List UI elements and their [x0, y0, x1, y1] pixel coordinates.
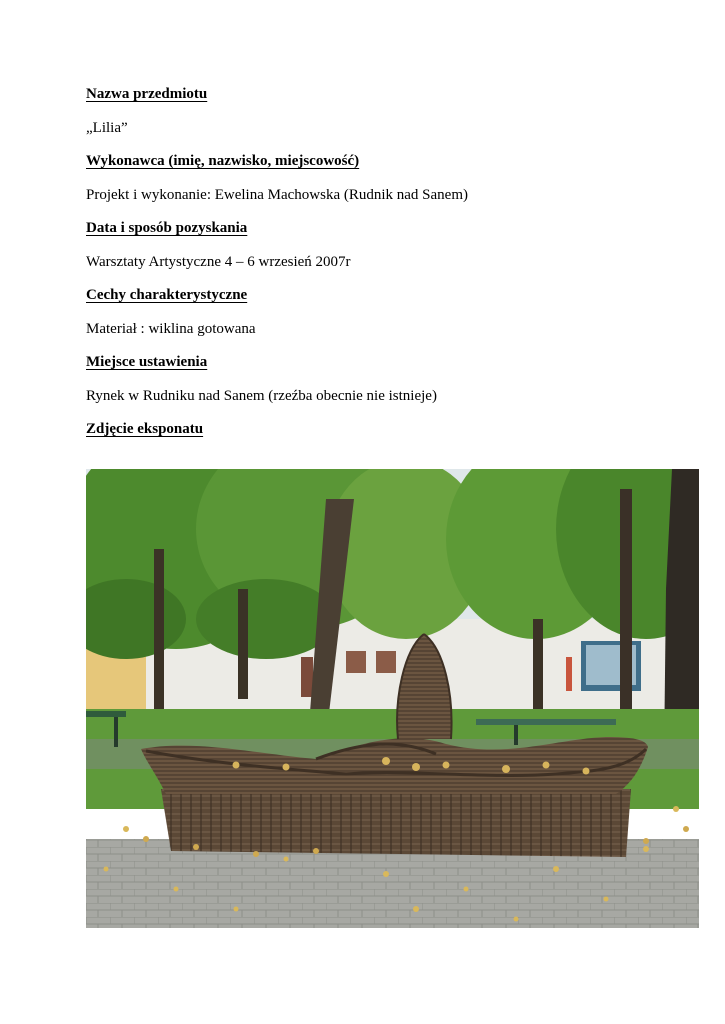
heading-location: Miejsce ustawienia	[86, 354, 208, 370]
value-acquisition: Warsztaty Artystyczne 4 – 6 wrzesień 2007r	[86, 254, 351, 270]
heading-item-name: Nazwa przedmiotu	[86, 86, 208, 102]
value-location: Rynek w Rudniku nad Sanem (rzeźba obecnie nie istnieje)	[86, 388, 437, 404]
value-item-name: „Lilia”	[86, 120, 128, 136]
heading-author: Wykonawca (imię, nazwisko, miejscowość)	[86, 153, 360, 169]
exhibit-photo	[86, 469, 699, 928]
value-author: Projekt i wykonanie: Ewelina Machowska (Rudnik nad Sanem)	[86, 187, 469, 203]
heading-photo: Zdjęcie eksponatu	[86, 421, 204, 437]
value-characteristics: Materiał : wiklina gotowana	[86, 321, 256, 337]
heading-acquisition: Data i sposób pozyskania	[86, 220, 248, 236]
heading-characteristics: Cechy charakterystyczne	[86, 287, 248, 303]
